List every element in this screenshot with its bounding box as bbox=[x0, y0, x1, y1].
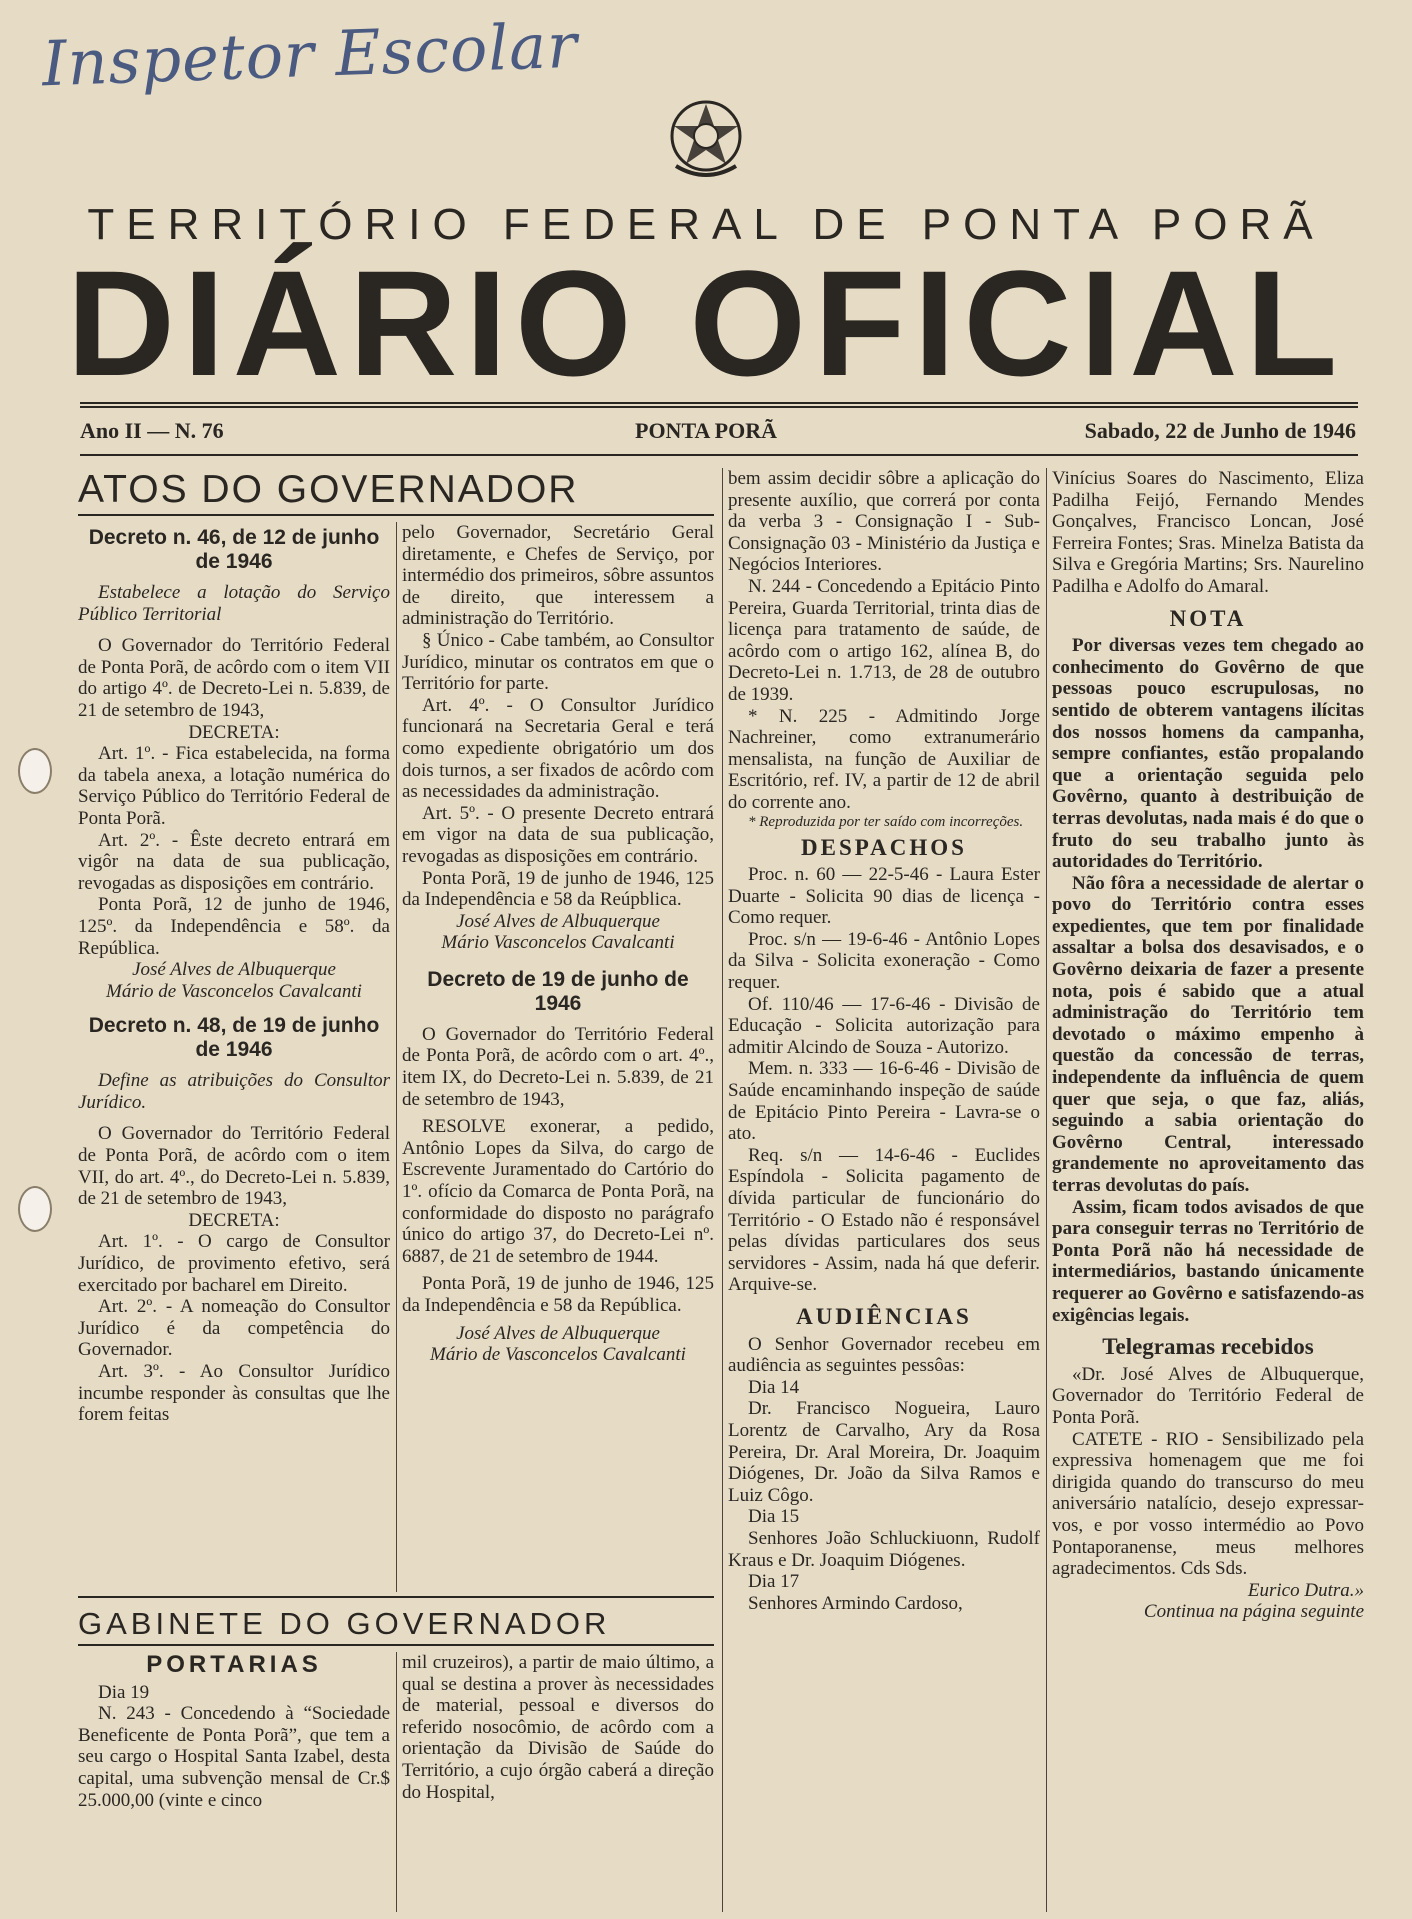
nota-heading: NOTA bbox=[1169, 605, 1247, 631]
section-heading-atos: ATOS DO GOVERNADOR bbox=[78, 468, 579, 511]
decree-48-paragraph-unico: § Único - Cabe também, ao Consultor Jurídico, minutar os contratos em que o Território for parte. bbox=[402, 629, 714, 695]
decree-46-title: Decreto n. 46, de 12 de junho de 1946 bbox=[88, 526, 380, 573]
despacho-2: Proc. s/n — 19-6-46 - Antônio Lopes da Silva - Solicita exoneração - Como requer. bbox=[728, 928, 1040, 994]
section-rule bbox=[78, 1596, 714, 1598]
portaria-244: N. 244 - Concedendo a Epitácio Pinto Pereira, Guarda Territorial, trinta dias de licença para tratamento de saúde, de acôrdo com o artigo 162, alínea B, do Decreto-Lei n. 1.713, de 28 de outubro de 1939. bbox=[728, 575, 1040, 705]
column-divider bbox=[396, 522, 397, 1592]
telegramas-heading: Telegramas recebidos bbox=[1102, 1334, 1314, 1360]
issue-number: Ano II — N. 76 bbox=[80, 418, 224, 443]
section-rule bbox=[78, 514, 714, 516]
continued-note: Continua na página seguinte bbox=[1143, 1601, 1364, 1623]
section-rule bbox=[78, 1644, 714, 1646]
portaria-243: N. 243 - Concedendo à “Sociedade Beneficente de Ponta Porã”, que tem a seu cargo o Hospital Santa Izabel, desta capital, uma subvenção mensal de Cr.$ 25.000,00 (vinte e cinco bbox=[78, 1703, 390, 1811]
decree-46-date: Ponta Porã, 12 de junho de 1946, 125º. da Independência e 58º. da República. bbox=[78, 894, 390, 959]
despacho-4: Mem. n. 333 — 16-6-46 - Divisão de Saúde encaminhando inspeção de saúde de Epitácio Pinto Pereira - Lavra-se o ato. bbox=[728, 1058, 1040, 1145]
brazil-coat-of-arms-icon bbox=[666, 96, 746, 182]
reproduction-note: * Reproduzida por ter saído com incorreções. bbox=[748, 813, 1024, 830]
decree-48-continued: pelo Governador, Secretário Geral diretamente, e Chefes de Serviço, por intermédio dos primeiros, sôbre assuntos de direito, que interessem a administração do Território. bbox=[402, 522, 714, 630]
punch-hole bbox=[18, 1186, 52, 1232]
decree-48-art5: Art. 5º. - O presente Decreto entrará em vigor na data de sua publicação, revogadas as disposições em contrário. bbox=[402, 802, 714, 867]
nota-paragraph-2: Não fôra a necessidade de alertar o povo do Território contra esses expedientes, que tem por finalidade assaltar a bolsa dos desavisados, e o Govêrno deixaria de fazer a presente nota, pois é sabido que a atual administração do Território tem devotado o máximo empenho à questão da concessão de terras, independente da influência de quem quer que seja, o que faz, aliás, seguindo a sabia orientação do Govêrno Central, interessado grandemente no aproveitamento das terras devolutas do país. bbox=[1052, 872, 1364, 1196]
audiencias-list-14: Dr. Francisco Nogueira, Lauro Lorentz de Carvalho, Ary da Rosa Pereira, Dr. Aral Moreira, Dr. Joaquim Diógenes, Dr. João da Silva Ramos e Luiz Côgo. bbox=[728, 1398, 1040, 1506]
column-3 bbox=[728, 468, 1040, 1614]
column-2 bbox=[402, 522, 714, 1366]
newspaper-pretitle: TERRITÓRIO FEDERAL DE PONTA PORÃ bbox=[87, 200, 1325, 249]
decree-48-date: Ponta Porã, 19 de junho de 1946, 125 da Independência e 58 da Reúpblica. bbox=[402, 867, 714, 911]
decree-46-signature-2: Mário de Vasconcelos Cavalcanti bbox=[106, 980, 362, 1002]
decree-48-summary: Define as atribuições do Consultor Jurídico. bbox=[78, 1070, 390, 1113]
column-divider bbox=[722, 468, 723, 1912]
audiencias-intro: O Senhor Governador recebeu em audiência as seguintes pessôas: bbox=[728, 1333, 1040, 1377]
despacho-5: Req. s/n — 14-6-46 - Euclides Espíndola - Solicita pagamento de dívida particular de funcionário do Território - O Estado não é responsável pelas dívidas particulares dos seus servidores - Assim, nada há que deferir. Arquive-se. bbox=[728, 1144, 1040, 1296]
decree-48-art3: Art. 3º. - Ao Consultor Jurídico incumbe responder às consultas que lhe forem feitas bbox=[78, 1361, 390, 1426]
decree-46-summary: Estabelece a lotação do Serviço Público Territorial bbox=[78, 582, 390, 625]
portaria-243-continued: mil cruzeiros), a partir de maio último, a qual se destina a prover às necessidades de material, pessoal e diversos do referido nosocômio, de acôrdo com a orientação da Divisão de Saúde do Território, a cujo órgão caberá a direção do Hospital, bbox=[402, 1652, 714, 1803]
decree-48-title: Decreto n. 48, de 19 de junho de 1946 bbox=[88, 1014, 380, 1062]
audiencias-list-17: Senhores Armindo Cardoso, bbox=[748, 1592, 963, 1614]
place: PONTA PORÃ bbox=[635, 418, 777, 443]
masthead-rule-top bbox=[80, 402, 1358, 404]
decree-46-art1: Art. 1º. - Fica estabelecida, na forma da tabela anexa, a lotação numérica do Serviço Público do Território Federal de Ponta Porã. bbox=[78, 743, 390, 829]
decree-48-signature-2: Mário Vasconcelos Cavalcanti bbox=[441, 932, 675, 954]
masthead-rule-bottom bbox=[80, 454, 1358, 456]
despachos-heading: DESPACHOS bbox=[801, 834, 967, 860]
decree-48-art2: Art. 2º. - A nomeação do Consultor Jurídico é da competência do Governador. bbox=[78, 1296, 390, 1361]
portaria-day: Dia 19 bbox=[98, 1681, 150, 1703]
decree-46-art2: Art. 2º. - Êste decreto entrará em vigôr na data de sua publicação, revogadas as disposições em contrário. bbox=[78, 829, 390, 894]
despacho-1: Proc. n. 60 — 22-5-46 - Laura Ester Duarte - Solicita 90 dias de licença - Como requer. bbox=[728, 864, 1040, 929]
column-4 bbox=[1052, 468, 1364, 1623]
decree-48-art1: Art. 1º. - O cargo de Consultor Jurídico, de provimento efetivo, será exercitado por bacharel em Direito. bbox=[78, 1231, 390, 1296]
audiencias-day-15: Dia 15 bbox=[748, 1506, 800, 1528]
column-divider bbox=[1046, 468, 1047, 1912]
audiencias-list-15: Senhores João Schluckiuonn, Rudolf Kraus e Dr. Joaquim Diógenes. bbox=[728, 1527, 1040, 1571]
newspaper-title: DIÁRIO OFICIAL bbox=[66, 239, 1346, 407]
telegram-addressee: «Dr. José Alves de Albuquerque, Governador do Território Federal de Ponta Porã. bbox=[1052, 1363, 1364, 1428]
audiencias-heading: AUDIÊNCIAS bbox=[796, 1303, 972, 1329]
decree-19-signature-1: José Alves de Albuquerque bbox=[456, 1322, 660, 1344]
despacho-3: Of. 110/46 — 17-6-46 - Divisão de Educação - Solicita autorização para admitir Alcindo de Souza - Autorizo. bbox=[728, 993, 1040, 1058]
decree-19-date: Ponta Porã, 19 de junho de 1946, 125 da Independência e 58 da República. bbox=[402, 1273, 714, 1316]
gabinete-column-1 bbox=[78, 1648, 390, 1811]
decree-19-preamble: O Governador do Território Federal de Ponta Porã, de acôrdo com o art. 4º., item IX, do Decreto-Lei n. 5.839, de 21 de setembro de 1943, bbox=[402, 1023, 714, 1110]
portaria-243-end: bem assim decidir sôbre a aplicação do presente auxílio, que correrá por conta da verba 3 - Consignação I - Sub-Consignação 03 - Ministério da Justiça e Negócios Interiores. bbox=[728, 468, 1040, 576]
audiencias-list-17-continued: Vinícius Soares do Nascimento, Eliza Padilha Feijó, Fernando Mendes Gonçalves, Francisco Loncan, José Ferreira Fontes; Sras. Minelza Batista da Silva e Gregória Martins; Srs. Naurelino Padilha e Adolfo do Amaral. bbox=[1052, 468, 1364, 597]
decree-48-art4: Art. 4º. - O Consultor Jurídico funcionará na Secretaria Geral e terá como expediente obrigatório um dos dois turnos, a ser fixados de acôrdo com as necessidades da administração. bbox=[402, 694, 714, 803]
decree-48-decreta: DECRETA: bbox=[188, 1209, 280, 1231]
punch-hole bbox=[18, 748, 52, 794]
nota-paragraph-3: Assim, ficam todos avisados de que para conseguir terras no Território de Ponta Porã não há necessidade de intermediários, bastando únicamente requerer ao Govêrno e satisfazendo-as exigências legais. bbox=[1052, 1196, 1364, 1326]
nota-paragraph-1: Por diversas vezes tem chegado ao conhecimento do Govêrno de que pessoas pouco escrupulosas, no sentido de obterem vantagens ilícitas dos nossos homens da campanha, sempre confiantes, estão propalando que a orientação seguida pelo Govêrno, quanto à destribuição de terras devolutas, nada mais é do que o fruto do seu trabalho junto às autoridades do Território. bbox=[1052, 635, 1364, 873]
handwritten-note: Inspetor Escolar bbox=[40, 8, 579, 101]
decree-46-signature-1: José Alves de Albuquerque bbox=[132, 959, 336, 981]
telegram-signature: Eurico Dutra.» bbox=[1247, 1579, 1364, 1601]
decree-48-preamble: O Governador do Território Federal de Ponta Porã, de acôrdo com o item VII, do art. 4º., do Decreto-Lei n. 5.839, de 21 de setembro de 1943, bbox=[78, 1123, 390, 1210]
audiencias-day-14: Dia 14 bbox=[748, 1376, 800, 1398]
portaria-225: * N. 225 - Admitindo Jorge Nachreiner, como extranumerário mensalista, na função de Auxiliar de Escritório, ref. IV, a partir de 12 de abril do corrente ano. bbox=[728, 705, 1040, 813]
gabinete-column-2 bbox=[402, 1652, 714, 1803]
issue-date: Sabado, 22 de Junho de 1946 bbox=[1084, 418, 1356, 443]
decree-19-title: Decreto de 19 de junho de 1946 bbox=[427, 967, 689, 1015]
decree-48-signature-1: José Alves de Albuquerque bbox=[456, 910, 660, 932]
audiencias-day-17: Dia 17 bbox=[748, 1571, 800, 1593]
decree-46-preamble: O Governador do Território Federal de Ponta Porã, de acôrdo com o item VII do artigo 4º. de Decreto-Lei n. 5.839, de 21 de setembro de 1943, bbox=[78, 635, 390, 721]
section-heading-gabinete: GABINETE DO GOVERNADOR bbox=[78, 1606, 611, 1641]
decree-19-resolve: RESOLVE exonerar, a pedido, Antônio Lopes da Silva, do cargo de Escrevente Juramentado do Cartório do 1º. ofício da Comarca de Ponta Porã, na conformidade do disposto no parágrafo único do artigo 37, do Decreto-Lei nº. 6887, de 21 de setembro de 1944. bbox=[402, 1116, 714, 1267]
column-1 bbox=[78, 522, 390, 1426]
masthead-rule-top-2 bbox=[80, 406, 1358, 408]
column-divider bbox=[396, 1652, 397, 1912]
telegram-body: CATETE - RIO - Sensibilizado pela expressiva homenagem que me foi dirigida quando do transcurso do meu aniversário natalício, desejo expressar-vos, e por vosso intermédio ao Povo Pontaporanense, meus melhores agradecimentos. Cds Sds. bbox=[1052, 1428, 1364, 1580]
decree-19-signature-2: Mário de Vasconcelos Cavalcanti bbox=[430, 1344, 686, 1366]
decree-46-decreta: DECRETA: bbox=[188, 721, 280, 743]
portarias-heading: PORTARIAS bbox=[146, 1651, 322, 1678]
